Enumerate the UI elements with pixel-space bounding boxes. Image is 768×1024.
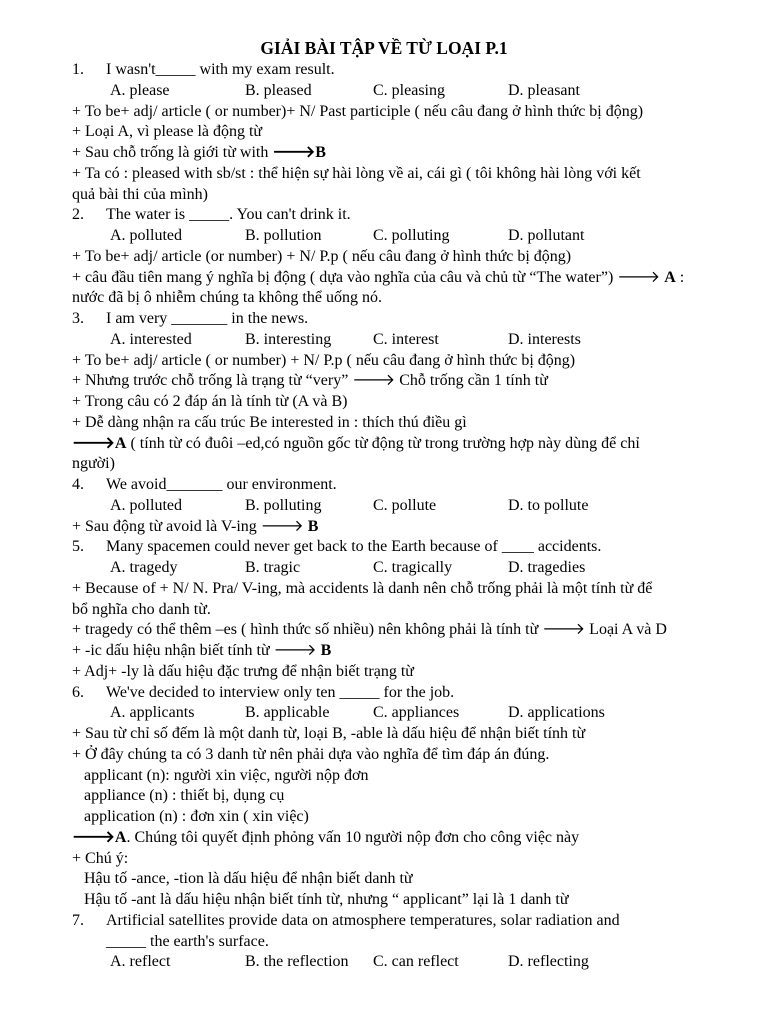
question-number: 1. [72,61,84,78]
explanation-line [72,724,722,745]
question-text: We avoid_______ our environment. [106,476,337,493]
explanation-line [72,268,722,289]
answer-option: B. tragic [245,559,301,576]
explanation-text: + Nhưng trước chỗ trống là trạng từ “very” 🡒 Chỗ trống cần 1 tính từ [72,372,548,390]
question-line [72,309,722,330]
explanation-line [72,102,722,123]
explanation-text: + tragedy có thể thêm –es ( hình thức số nhiều) nên không phải là tính từ 🡒 Loại A và D [72,621,667,639]
explanation-line [72,745,722,766]
explanation-text: + Ở đây chúng ta có 3 danh từ nên phải dựa vào nghĩa để tìm đáp án đúng. [72,745,550,763]
question-number: 4. [72,476,84,493]
question-number: 5. [72,538,84,556]
answer-option: B. interesting [245,330,332,348]
explanation-line [84,786,734,807]
question-line [72,475,722,496]
explanation-text: + To be+ adj/ article ( or number)+ N/ Past participle ( nếu câu đang ở hình thức bị động) [72,102,644,120]
answer-option: A. interested [110,330,192,348]
answer-option: B. applicable [245,704,330,722]
question-text: We've decided to interview only ten _____ for the job. [106,683,455,701]
answer-option: A. applicants [110,704,195,722]
answer-option: A. polluted [110,227,182,244]
explanation-text: Hậu tố -ance, -tion là dấu hiệu để nhận biết danh từ [84,870,413,888]
answer-option: C. interest [373,330,439,348]
explanation-line [72,849,722,870]
explanation-line [72,662,722,683]
answer-option: C. tragically [373,559,453,576]
explanation-text: quả bài thi của mình) [72,185,208,203]
explanation-line [84,890,734,911]
answer-option: A. reflect [110,953,171,971]
answer-option: D. tragedies [508,559,586,576]
question-text: Many spacemen could never get back to the Earth because of ____ accidents. [106,538,602,556]
explanation-line [84,766,734,787]
answer-option: C. polluting [373,227,450,244]
answer-options [0,952,680,973]
explanation-text: bổ nghĩa cho danh từ. [72,600,211,618]
explanation-text: người) [72,455,115,473]
answer-option: C. appliances [373,704,460,722]
explanation-text: + Adj+ -ly là dấu hiệu đặc trưng để nhận biết trạng từ [72,662,414,680]
explanation-text: ( tính từ có đuôi –ed,có nguồn gốc từ động từ trong trường hợp này dùng để chỉ [126,434,640,452]
answer-marker: B [320,642,332,659]
explanation-text: + -ic dấu hiệu nhận biết tính từ 🡒 [72,642,321,659]
answer-options [0,558,680,579]
answer-marker: 🡒A [72,434,127,452]
explanation-line [72,454,722,475]
explanation-text: + Trong câu có 2 đáp án là tính từ (A và B) [72,393,348,410]
explanation-text: + Dễ dàng nhận ra cấu trúc Be interested in : thích thú điều gì [72,413,467,431]
answer-option: C. can reflect [373,953,459,971]
question-line [72,683,722,704]
answer-option: D. applications [508,704,605,722]
explanation-line [72,122,722,143]
explanation-text: + Because of + N/ N. Pra/ V-ing, mà accidents là danh nên chỗ trống phải là một tính từ để [72,579,653,597]
explanation-line [72,434,722,455]
answer-options [0,330,680,351]
answer-option: C. pleasing [373,81,445,99]
explanation-line [72,600,722,621]
explanation-text: appliance (n) : thiết bị, dụng cụ [84,787,285,805]
answer-option: D. interests [508,330,581,348]
question-line [72,60,722,81]
explanation-text: + To be+ adj/ article ( or number) + N/ P.p ( nếu câu đang ở hình thức bị động) [72,351,576,369]
explanation-line [84,869,734,890]
answer-option: D. pollutant [508,227,585,244]
explanation-line [72,185,722,206]
answer-option: B. pleased [245,81,312,99]
question-text: _____ the earth's surface. [106,932,269,950]
question-line [72,537,722,558]
answer-options [0,81,680,102]
answer-option: B. the reflection [245,953,349,971]
explanation-line [84,807,734,828]
explanation-line [72,288,722,309]
explanation-line [72,371,722,392]
explanation-text: + Sau chỗ trống là giới từ with [72,144,273,161]
explanation-text: + Sau động từ avoid là V-ing 🡒 [72,517,308,535]
explanation-text: Hậu tố -ant là dấu hiệu nhận biết tính từ, nhưng “ applicant” lại là 1 danh từ [84,891,569,908]
explanation-text: + To be+ adj/ article (or number) + N/ P.p ( nếu câu đang ở hình thức bị động) [72,247,572,265]
explanation-text: : [675,268,685,286]
answer-option: D. to pollute [508,496,589,514]
explanation-line [72,164,722,185]
explanation-text: + Ta có : pleased with sb/st : thể hiện sự hài lòng về ai, cái gì ( tôi không hài lòng với kết [72,164,641,182]
explanation-line [72,413,722,434]
explanation-text: applicant (n): người xin việc, người nộp đơn [84,766,369,784]
answer-marker: B [307,517,319,535]
question-line [72,911,722,932]
question-text: The water is _____. You can't drink it. [106,206,351,224]
question-text: I wasn't_____ with my exam result. [106,61,335,78]
page-title: GIẢI BÀI TẬP VỀ TỪ LOẠI P.1 [260,38,508,58]
explanation-line [72,828,722,849]
explanation-line [72,579,722,600]
question-number: 2. [72,206,84,224]
answer-option: A. please [110,81,170,99]
answer-option: A. tragedy [110,559,178,576]
question-number: 3. [72,310,84,327]
explanation-line [72,517,722,538]
explanation-text: nước đã bị ô nhiễm chúng ta không thể uống nó. [72,289,382,307]
question-number: 7. [72,911,84,929]
explanation-line [72,620,722,641]
answer-option: C. pollute [373,496,437,514]
answer-marker: 🡒B [272,144,326,161]
answer-option: B. polluting [245,496,322,514]
answer-option: A. polluted [110,496,182,514]
explanation-text: + Loại A, vì please là động từ [72,123,263,141]
question-text: I am very _______ in the news. [106,310,309,327]
explanation-line [72,392,722,413]
explanation-line [72,641,722,662]
answer-option: B. pollution [245,227,322,244]
question-line [72,932,722,953]
answer-options [0,703,680,724]
explanation-text: + câu đầu tiên mang ý nghĩa bị động ( dựa vào nghĩa của câu và chủ từ “The water”) 🡒 [72,268,665,286]
question-line [72,205,722,226]
answer-options [0,496,680,517]
answer-options [0,226,680,247]
answer-marker: A [664,268,676,286]
explanation-text: + Chú ý: [72,849,129,867]
answer-option: D. reflecting [508,953,589,971]
explanation-text: + Sau từ chỉ số đếm là một danh từ, loại B, -able là dấu hiệu để nhận biết tính từ [72,725,586,742]
explanation-line [72,143,722,164]
explanation-text: . Chúng tôi quyết định phỏng vấn 10 người nộp đơn cho công việc này [126,828,580,846]
answer-marker: 🡒A [72,828,127,846]
explanation-line [72,247,722,268]
explanation-text: application (n) : đơn xin ( xin việc) [84,808,309,825]
question-text: Artificial satellites provide data on atmosphere temperatures, solar radiation and [106,911,620,929]
answer-option: D. pleasant [508,81,580,99]
question-number: 6. [72,683,84,701]
explanation-line [72,351,722,372]
